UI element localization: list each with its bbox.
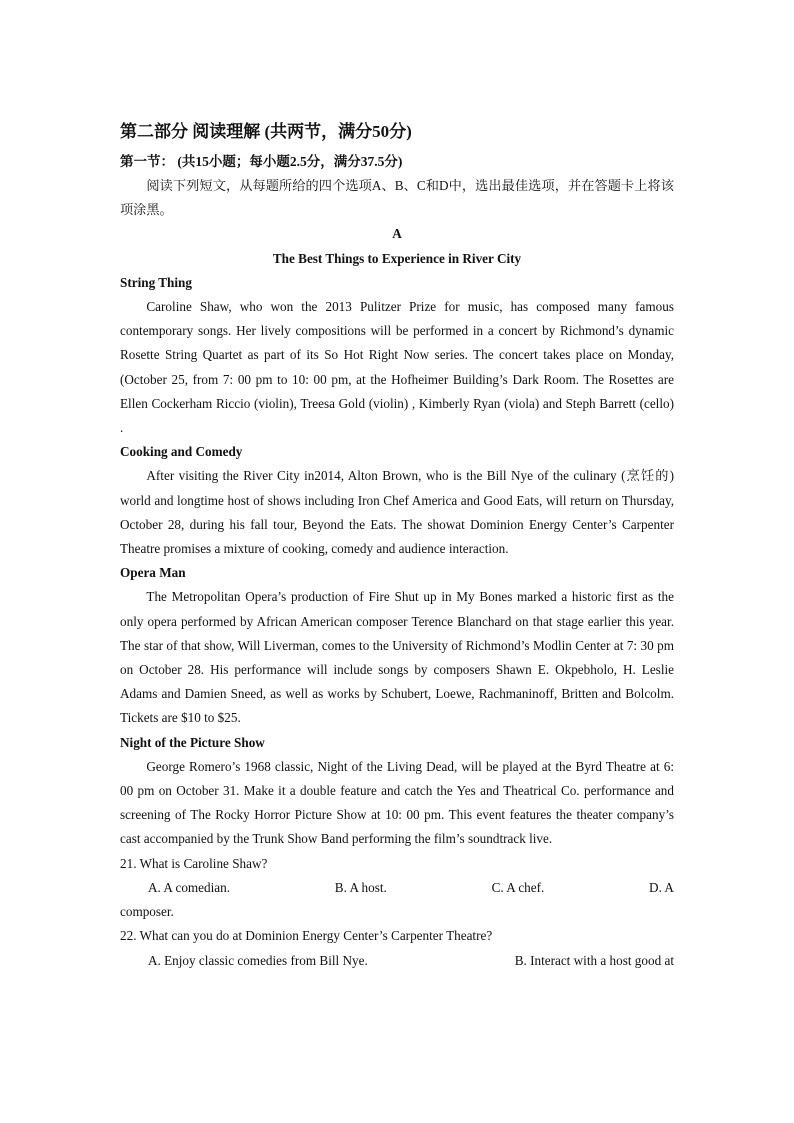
section-text-opera-man: The Metropolitan Opera’s production of Fire Shut up in My Bones marked a historic first as the only opera performed by African American composer Terence Blanchard on that stage earlier this year. The star of that show, Will Liverman, comes to the University of Richmond’s Modlin Center at 7: 30 pm on October 28. His performance will include songs by composers Shawn E. Okpebholo, H. Leslie Adams and Damien Sneed, as well as works by Schubert, Loewe, Rachmaninoff, Britten and Bolcolm. Tickets are $10 to $25.	[120, 589, 674, 726]
part-title: 第二部分 阅读理解 (共两节，满分50分)	[120, 122, 412, 141]
passage-letter: A	[392, 226, 402, 242]
section-text-cooking-comedy: After visiting the River City in2014, Alton Brown, who is the Bill Nye of the culinary (烹饪的) world and longtime host of shows including Iron Chef America and Good Eats, will return on Thursday, October 28, during his fall tour, Beyond the Eats. The showat Dominion Energy Center’s Carpenter Theatre promises a mixture of cooking, comedy and audience interaction.	[120, 468, 674, 557]
section-heading-opera-man: Opera Man	[120, 565, 186, 581]
question-22-options	[120, 949, 674, 973]
section-title: 第一节： (共15小题；每小题2.5分，满分37.5分)	[120, 154, 403, 169]
section-text-string-thing: Caroline Shaw, who won the 2013 Pulitzer Prize for music, has composed many famous contemporary songs. Her lively compositions will be performed in a concert by Richmond’s dynamic Rosette String Quartet as part of its So Hot Right Now series. The concert takes place on Monday, (October 25, from 7: 00 pm to 10: 00 pm, at the Hofheimer Building’s Dark Room. The Rosettes are Ellen Cockerham Riccio (violin), Treesa Gold (violin) , Kimberly Ryan (viola) and Steph Barrett (cello) .	[120, 299, 674, 436]
question-22-stem: 22. What can you do at Dominion Energy Center’s Carpenter Theatre?	[120, 928, 493, 944]
question-21-options	[120, 876, 674, 900]
question-22-option-a: A. Enjoy classic comedies from Bill Nye.	[148, 952, 368, 968]
section-heading-cooking-comedy: Cooking and Comedy	[120, 444, 243, 460]
instructions: 阅读下列短文，从每题所给的四个选项A、B、C和D中，选出最佳选项，并在答题卡上将该项涂黑。	[120, 178, 674, 218]
question-21-stem: 21. What is Caroline Shaw?	[120, 855, 268, 871]
passage-title: The Best Things to Experience in River City	[272, 250, 522, 266]
question-21-option-c: C. A chef.	[491, 879, 545, 895]
section-text-picture-show: George Romero’s 1968 classic, Night of the Living Dead, will be played at the Byrd Theatre at 6: 00 pm on October 31. Make it a double feature and catch the Yes and Theatrical Co. performance and screening of The Rocky Horror Picture Show at 10: 00 pm. This event features the theater company’s cast accompanied by the Trunk Show Band performing the film’s soundtrack live.	[120, 758, 674, 847]
section-heading-picture-show: Night of the Picture Show	[120, 734, 265, 750]
question-21-option-b: B. A host.	[334, 879, 387, 895]
question-21-option-d: D. A	[649, 879, 674, 895]
question-21-option-d-tail: composer.	[120, 904, 174, 920]
exam-page	[120, 118, 674, 973]
section-heading-string-thing: String Thing	[120, 274, 192, 290]
question-21-option-a: A. A comedian.	[148, 879, 231, 895]
question-22-option-b: B. Interact with a host good at	[514, 952, 674, 968]
